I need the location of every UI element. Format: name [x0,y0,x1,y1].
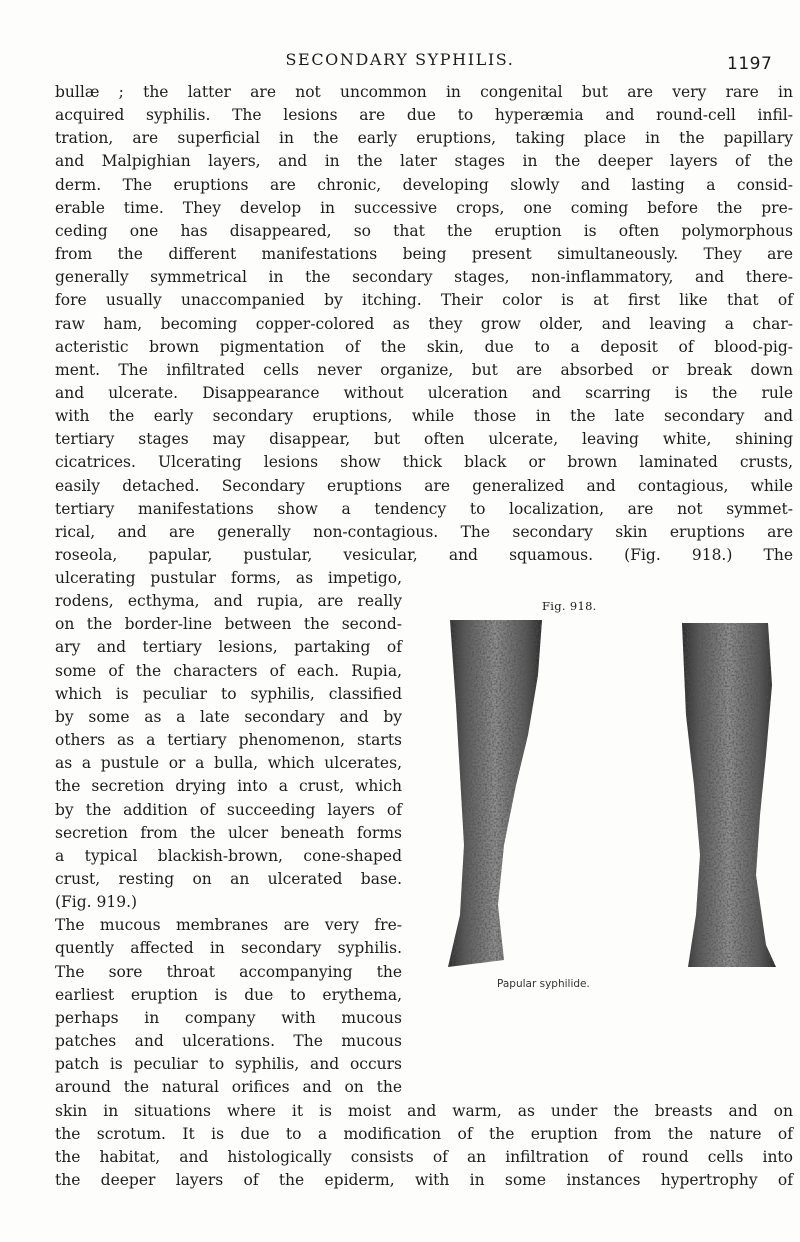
text-line: rical, and are generally non-contagious. The secondary skin eruptions are [55,522,793,541]
text-line: ary and tertiary lesions, partaking of [55,638,402,657]
text-line: which is peculiar to syphilis, classified [55,684,402,703]
text-line: and ulcerate. Disappearance without ulceration and scarring is the rule [55,383,793,402]
text-line: roseola, papular, pustular, vesicular, and squamous. (Fig. 918.) The [55,546,793,564]
text-line: rodens, ecthyma, and rupia, are really [55,592,402,611]
text-line: tertiary stages may disappear, but often ulcerate, leaving white, shining [55,430,793,449]
text-line: others as a tertiary phenomenon, starts [55,731,402,750]
figure-label: Fig. 918. [542,599,597,613]
left-leg [448,620,542,967]
text-line: the habitat, and histologically consists of an infiltration of round cells into [55,1148,793,1167]
text-line: around the natural orifices and on the [55,1078,402,1097]
text-line: (Fig. 919.) [55,893,138,912]
right-leg [682,623,776,967]
text-line: The mucous membranes are very fre- [55,916,402,935]
text-line: on the border-line between the second- [55,615,402,634]
text-line: ulcerating pustular forms, as impetigo, [55,569,402,587]
page-number: 1197 [727,54,773,74]
text-line: a typical blackish-brown, cone-shaped [55,846,402,865]
text-line: ment. The infiltrated cells never organize, but are absorbed or break down [55,360,793,379]
text-line: derm. The eruptions are chronic, developing slowly and lasting a consid- [55,175,793,194]
text-line: perhaps in company with mucous [55,1008,402,1027]
figure-caption: Papular syphilide. [497,978,590,990]
running-head: SECONDARY SYPHILIS. [285,50,515,69]
text-line: with the early secondary eruptions, while those in the late secondary and [55,407,793,426]
text-line: quently affected in secondary syphilis. [55,939,402,958]
text-line: the scrotum. It is due to a modification of the eruption from the nature of [55,1125,793,1144]
text-line: from the different manifestations being present simultaneously. They are [55,245,793,264]
text-line: the secretion drying into a crust, which [55,777,402,796]
text-line: and Malpighian layers, and in the later stages in the deeper layers of the [55,152,793,171]
text-line: ceding one has disappeared, so that the eruption is often polymorphous [55,221,793,240]
figure-image-legs [420,615,795,975]
text-line: some of the characters of each. Rupia, [55,661,402,680]
text-line: patch is peculiar to syphilis, and occurs [55,1055,402,1074]
text-line: patches and ulcerations. The mucous [55,1032,402,1050]
text-line: earliest eruption is due to erythema, [55,985,402,1004]
text-line: The sore throat accompanying the [55,962,402,981]
text-line: tertiary manifestations show a tendency to localization, are not symmet- [55,499,793,518]
text-line: by some as a late secondary and by [55,707,402,726]
text-line: secretion from the ulcer beneath forms [55,823,402,842]
text-line: as a pustule or a bulla, which ulcerates, [55,754,402,773]
text-line: bullæ ; the latter are not uncommon in congenital but are very rare in [55,83,793,101]
text-line: raw ham, becoming copper-colored as they grow older, and leaving a char- [55,314,793,333]
text-line: acquired syphilis. The lesions are due to hyperæmia and round-cell infil- [55,106,793,125]
text-line: fore usually unaccompanied by itching. Their color is at first like that of [55,291,793,310]
text-line: cicatrices. Ulcerating lesions show thick black or brown laminated crusts, [55,453,793,472]
text-line: erable time. They develop in successive crops, one coming before the pre- [55,198,793,217]
text-line: by the addition of succeeding layers of [55,800,402,819]
text-line: tration, are superficial in the early eruptions, taking place in the papillary [55,129,793,148]
text-line: the deeper layers of the epiderm, with in some instances hypertrophy of [55,1171,793,1190]
text-line: easily detached. Secondary eruptions are generalized and contagious, while [55,476,793,495]
text-line: crust, resting on an ulcerated base. [55,869,402,888]
text-line: generally symmetrical in the secondary stages, non-inflammatory, and there- [55,268,793,287]
text-line: skin in situations where it is moist and warm, as under the breasts and on [55,1102,793,1120]
text-line: acteristic brown pigmentation of the skin, due to a deposit of blood-pig- [55,337,793,356]
